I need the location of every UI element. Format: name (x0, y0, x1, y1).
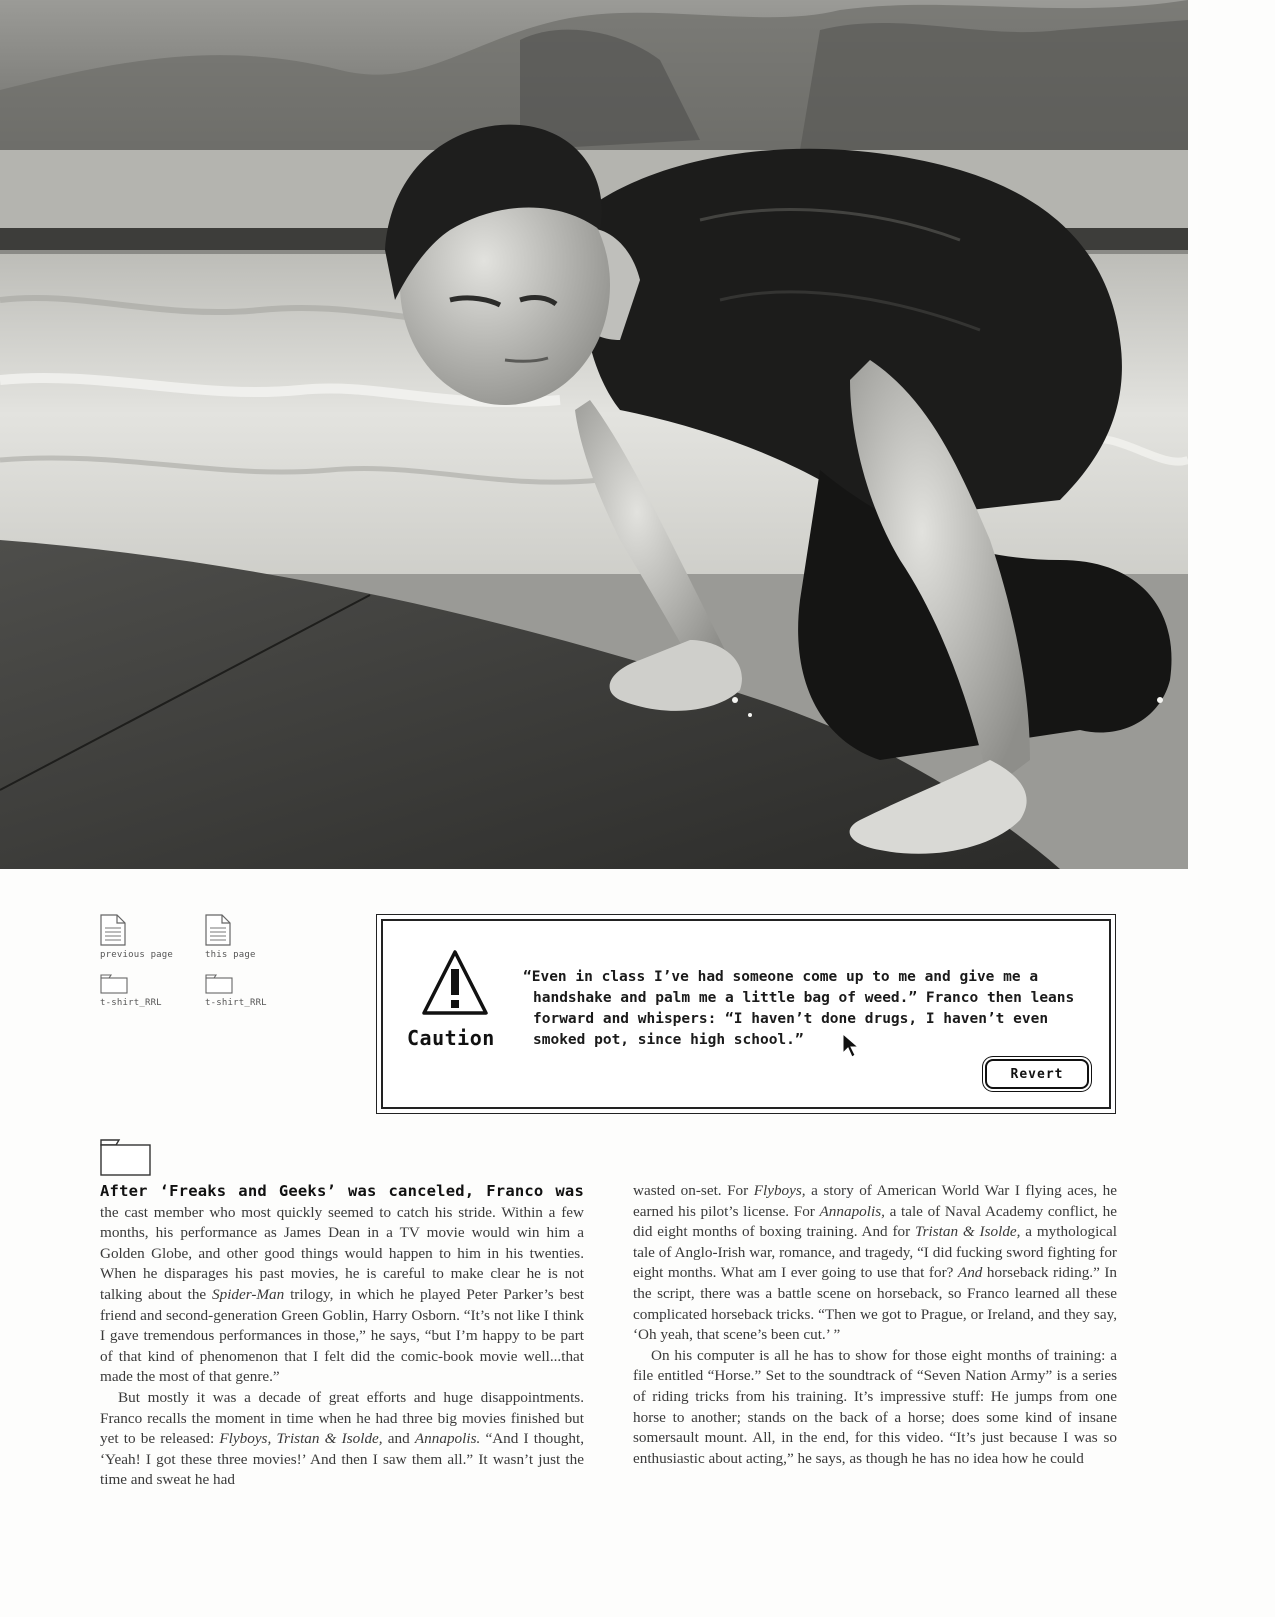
desktop-icon-label: this page (205, 950, 256, 960)
document-icon (205, 914, 231, 946)
article-text: a tale of Naval Academy conflict, he did eight months of boxing training. And for (633, 1202, 1117, 1241)
article-italic: Flyboys, Tristan & Isolde, (219, 1430, 383, 1448)
arrow-cursor-icon (842, 1033, 860, 1059)
caution-triangle-icon (421, 949, 489, 1017)
article-italic: Annapolis. (414, 1430, 481, 1448)
desktop-icon-folder-1[interactable] (100, 974, 190, 1008)
article-italic: And (957, 1264, 983, 1282)
desktop-icon-label: previous page (100, 950, 174, 960)
dialog-message: “Even in class I’ve had someone come up to me and give me a handshake and palm me a little bag of weed.” Franco then leans forward and whispers: “I haven’t done drugs, I haven’t even smoked pot, since high school.” (523, 969, 1075, 1048)
revert-button[interactable]: Revert (985, 1059, 1089, 1089)
caution-dialog (376, 914, 1116, 1114)
article-column-right (633, 1181, 1117, 1469)
article-text: and (382, 1430, 415, 1448)
folder-icon (205, 974, 233, 994)
article-paragraph (633, 1181, 1117, 1346)
article-text: trilogy, in which he played Peter Parker’s best friend and second-generation Green Goblin, Harry Osborn. “It’s not like I think I gave tremendous performances in those,” he says, “but I’m happy to be part of that kind of phenomenon that I felt did the comic-book movie well...that made the most of that genre.” (100, 1285, 584, 1386)
article-italic: Tristan & Isolde, (915, 1223, 1021, 1241)
article-lead: After ‘Freaks and Geeks’ was canceled, Franco was (100, 1182, 584, 1200)
article-paragraph (100, 1181, 584, 1388)
desktop-icon-previous-page[interactable] (100, 914, 190, 960)
article-italic: Flyboys, (753, 1182, 806, 1199)
article-paragraph: On his computer is all he has to show for those eight months of training: a file entitled “Horse.” Set to the soundtrack of “Seven Nation Army” is a series of riding tricks from his training. It’s impressive stuff: He jumps from one horse to another; stands on the back of a horse; does some kind of insane somersault mount. All, in the end, for this video. “It’s just because I was so enthusiastic about acting,” he says, as though he has no idea how he could (633, 1346, 1117, 1467)
article-text: wasted on-set. For (633, 1182, 754, 1199)
article-text: a story of American World War I flying aces, he earned his pilot’s license. For (633, 1182, 1117, 1220)
desktop-icon-label: t-shirt_RRL (205, 998, 267, 1008)
article-column-left (100, 1181, 584, 1491)
desktop-icon-folder-2[interactable] (205, 974, 295, 1008)
desktop-icon-this-page[interactable] (205, 914, 295, 960)
desktop-icon-label: t-shirt_RRL (100, 998, 162, 1008)
dialog-title: Caution (407, 1026, 495, 1050)
article-italic: Annapolis, (819, 1202, 885, 1220)
folder-icon (100, 1139, 152, 1177)
article-text: the cast member who most quickly seemed to catch his stride. Within a few months, his performance as James Dean in a TV movie would win him a Golden Globe, and other good things would happen to him in his twenties. When he disparages his past movies, he is careful to make clear he is not talking about the (100, 1203, 584, 1303)
article-text: “And I thought, ‘Yeah! I got these three movies!’ And then I saw them all.” It wasn’t just the time and sweat he had (100, 1430, 584, 1489)
article-text: But mostly it was a decade of great efforts and huge disappointments. Franco recalls the moment in time when he had three big movies finished but yet to be released: (100, 1388, 584, 1448)
article-paragraph (100, 1388, 584, 1491)
dialog-frame (381, 919, 1111, 1109)
article-italic: Spider-Man (212, 1285, 285, 1303)
document-icon (100, 914, 126, 946)
article-text: a mythological tale of Anglo-Irish war, romance, and tragedy, “I did fucking sword fighting for eight months. What am I ever going to use that for? (633, 1223, 1117, 1282)
folder-icon (100, 974, 128, 994)
article-text: horseback riding.” In the script, there was a battle scene on horseback, so Franco learned all these complicated horseback tricks. “Then we got to Prague, or Ireland, and they say, ‘Oh yeah, that scene’s been cut.’ ” (633, 1264, 1118, 1344)
